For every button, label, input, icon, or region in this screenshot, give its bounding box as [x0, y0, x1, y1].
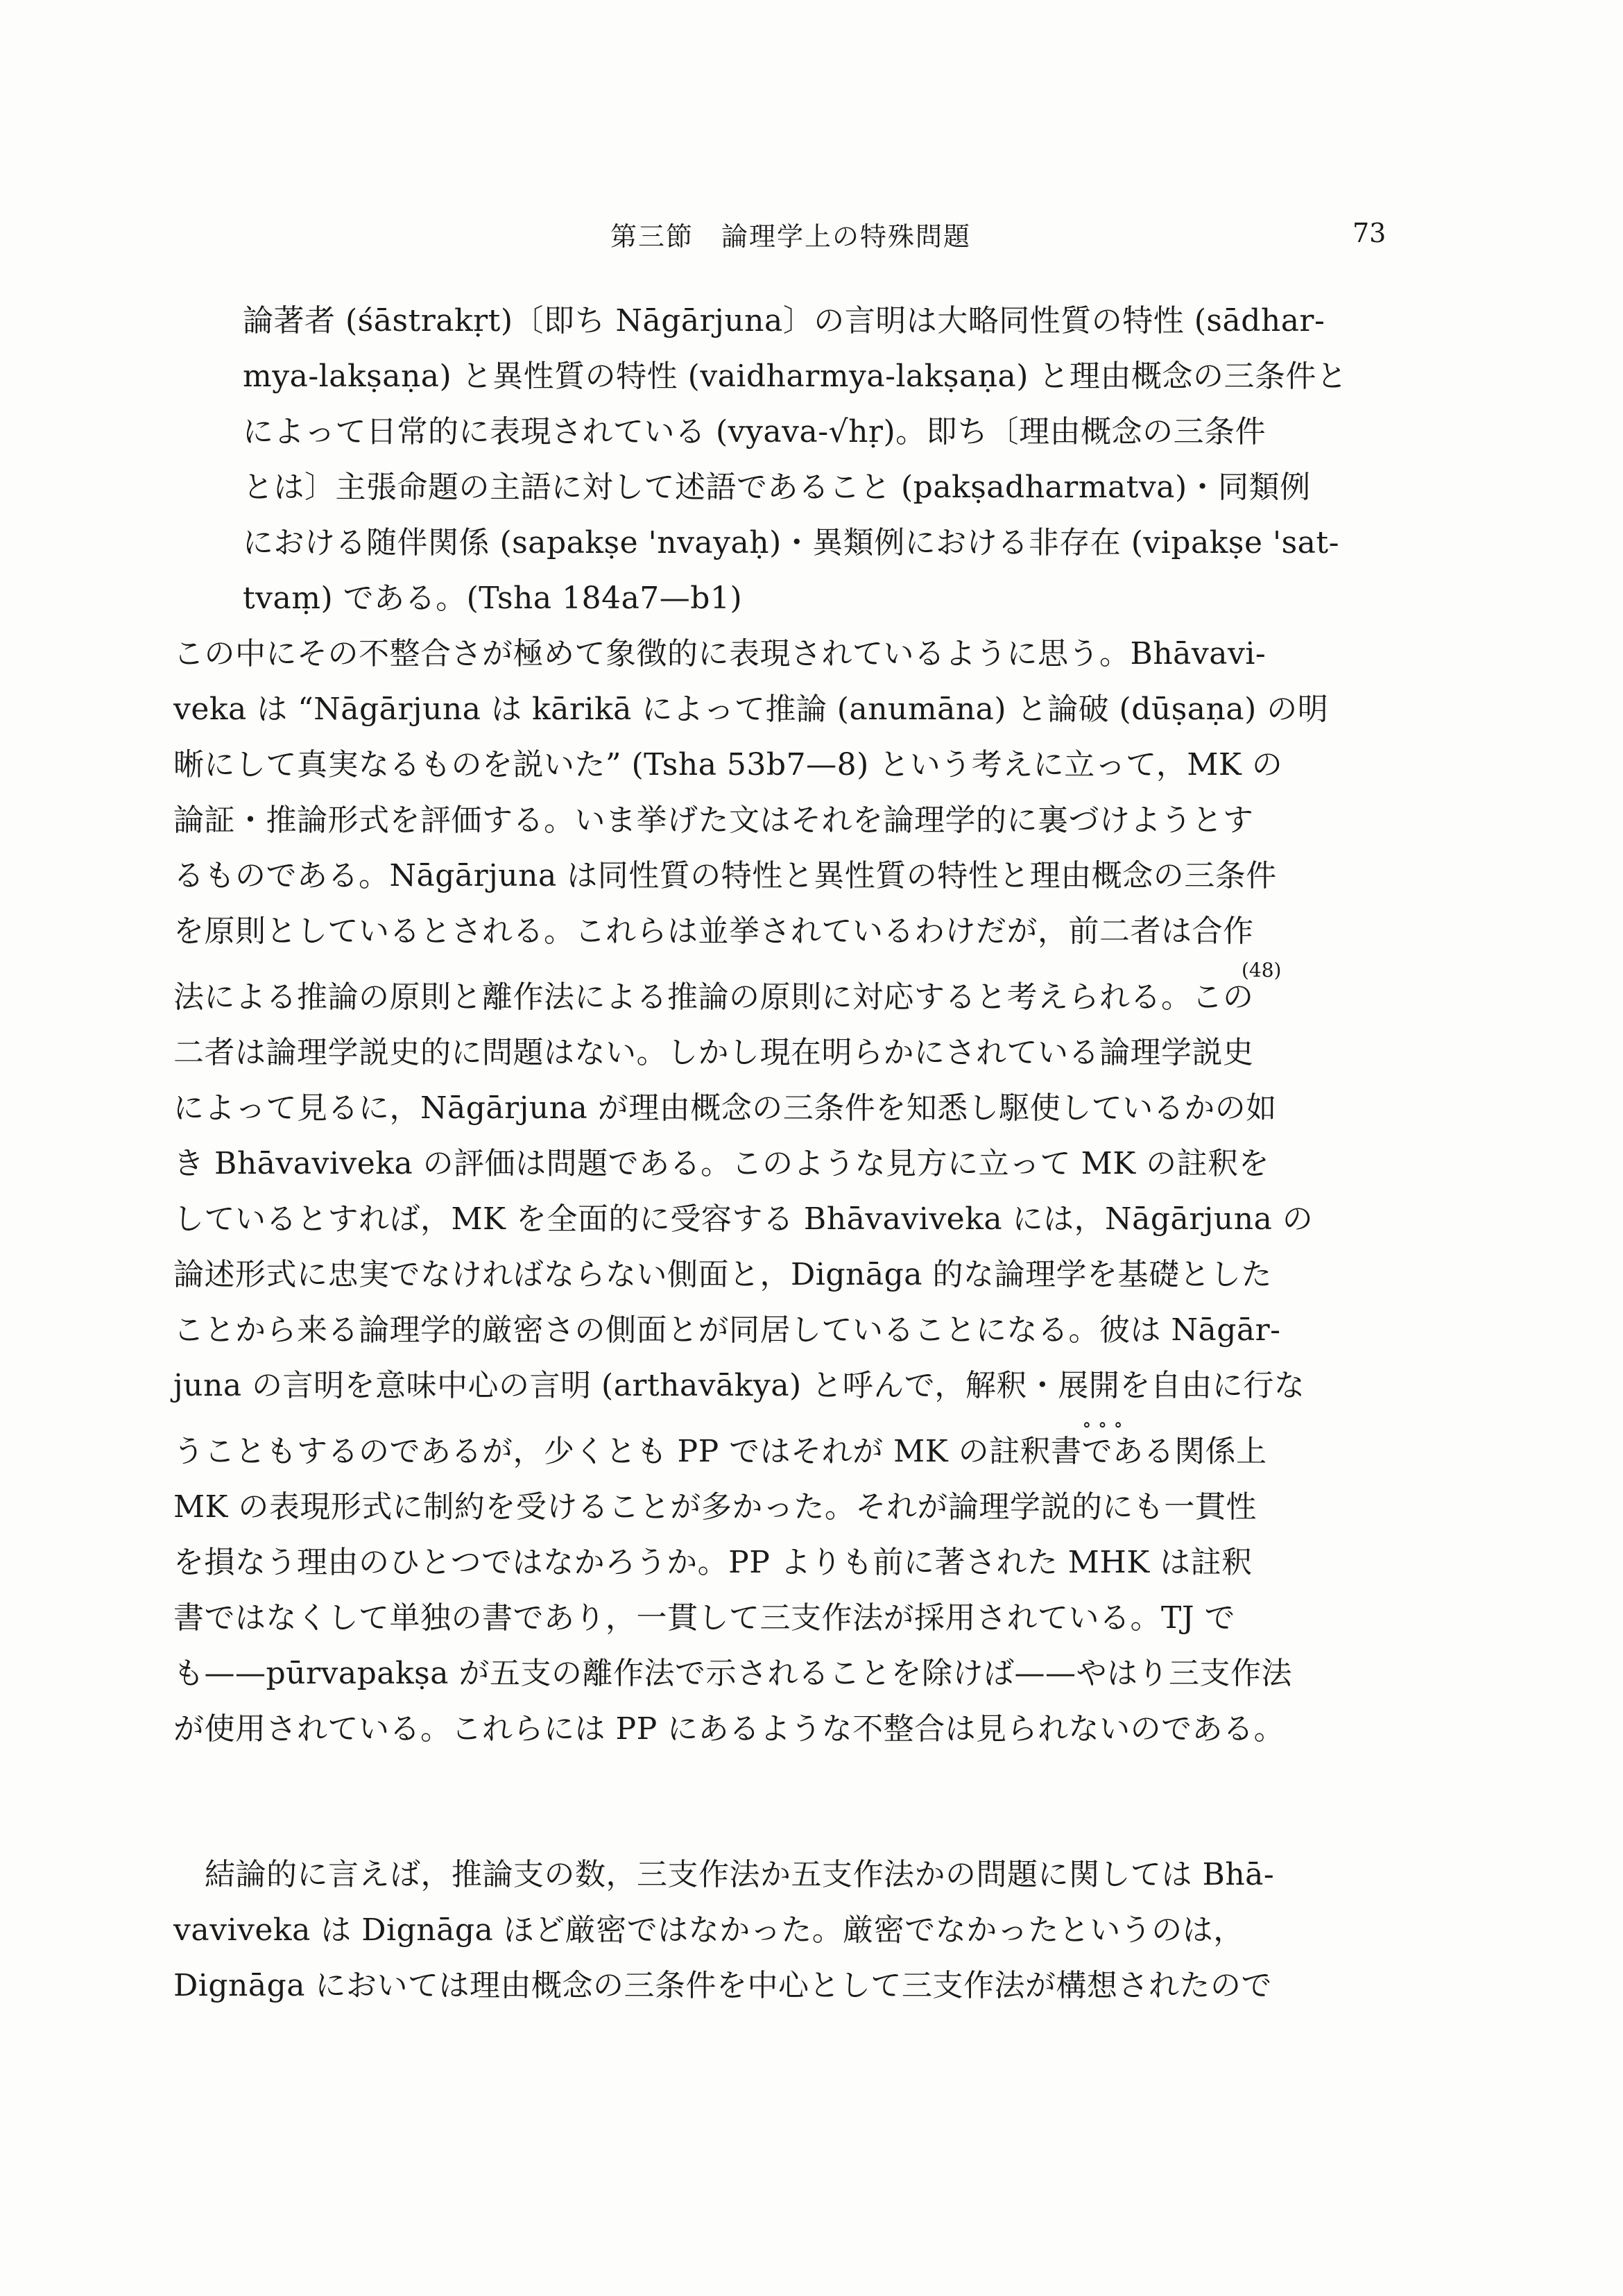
paragraph-line: この中にその不整合さが極めて象徴的に表現されているように思う。Bhāvavi-: [173, 636, 1266, 671]
paragraph-line: ことから来る論理学的厳密さの側面とが同居していることになる。彼は Nāgār-: [173, 1312, 1281, 1348]
paragraph-line: MK の表現形式に制約を受けることが多かった。それが論理学説的にも一貫性: [173, 1489, 1257, 1525]
paragraph-line: 晰にして真実なるものを説いた” (Tsha 53b7—8) という考えに立って，MK の: [173, 747, 1283, 782]
footnote-marker: (48): [1242, 959, 1282, 982]
quote-line: mya-lakṣaṇa) と異性質の特性 (vaidharmya-lakṣaṇa) と理由概念の三条件と: [243, 359, 1348, 394]
paragraph-line: 結論的に言えば，推論支の数，三支作法か五支作法かの問題に関しては Bhā-: [205, 1857, 1275, 1892]
paragraph-line: 論述形式に忠実でなければならない側面と，Dignāga 的な論理学を基礎とした: [173, 1257, 1272, 1292]
quote-line: 論著者 (śāstrakṛt)〔即ち Nāgārjuna〕の言明は大略同性質の特性 (sādhar-: [243, 303, 1325, 339]
paragraph-line: き Bhāvaviveka の評価は問題である。このような見方に立って MK の註釈を: [173, 1146, 1270, 1181]
quote-line: tvaṃ) である。(Tsha 184a7—b1): [243, 581, 743, 616]
paragraph-line: しているとすれば，MK を全面的に受容する Bhāvaviveka には，Nāgārjuna の: [173, 1201, 1314, 1237]
emphasis-dots: ∘ ∘ ∘: [1082, 1413, 1123, 1436]
quote-line: とは〕主張命題の主語に対して述語であること (pakṣadharmatva)・同類例: [243, 470, 1311, 505]
paragraph-line: Dignāga においては理由概念の三条件を中心として三支作法が構想されたので: [173, 1968, 1272, 2003]
paragraph-line: 二者は論理学説史的に問題はない。しかし現在明らかにされている論理学説史: [173, 1035, 1254, 1070]
page-number: 73: [1352, 218, 1386, 248]
paragraph-line: を原則としているとされる。これらは並挙されているわけだが，前二者は合作: [173, 914, 1254, 949]
section-title: 第三節 論理学上の特殊問題: [610, 221, 972, 252]
paragraph-line: 書ではなくして単独の書であり，一貫して三支作法が採用されている。TJ で: [173, 1600, 1235, 1636]
paragraph-line: うこともするのであるが，少くとも PP ではそれが MK の註釈書である関係上: [173, 1434, 1267, 1469]
paragraph-line: juna の言明を意味中心の言明 (arthavākya) と呼んで，解釈・展開を自由に行な: [173, 1368, 1305, 1403]
paragraph-line: vaviveka は Dignāga ほど厳密ではなかった。厳密でなかったというのは，: [173, 1912, 1244, 1948]
paragraph-line: を損なう理由のひとつではなかろうか。PP よりも前に著された MHK は註釈: [173, 1545, 1253, 1580]
paragraph-line: 法による推論の原則と離作法による推論の原則に対応すると考えられる。この: [173, 979, 1254, 1015]
quote-line: によって日常的に表現されている (vyava-√hṛ)。即ち〔理由概念の三条件: [243, 414, 1266, 449]
running-header: [0, 215, 1623, 271]
paragraph-line: 論証・推論形式を評価する。いま挙げた文はそれを論理学的に裏づけようとす: [173, 803, 1254, 838]
paragraph-line: るものである。Nāgārjuna は同性質の特性と異性質の特性と理由概念の三条件: [173, 858, 1277, 893]
quote-line: における随伴関係 (sapakṣe 'nvayaḥ)・異類例における非存在 (vipakṣe 'sat-: [243, 525, 1339, 560]
paragraph-line: veka は “Nāgārjuna は kārikā によって推論 (anumāna) と論破 (dūṣaṇa) の明: [173, 692, 1329, 727]
paragraph-line: が使用されている。これらには PP にあるような不整合は見られないのである。: [173, 1711, 1285, 1747]
paragraph-line: によって見るに，Nāgārjuna が理由概念の三条件を知悉し駆使しているかの如: [173, 1090, 1277, 1126]
paragraph-line: も——pūrvapakṣa が五支の離作法で示されることを除けば——やはり三支作法: [173, 1656, 1292, 1691]
